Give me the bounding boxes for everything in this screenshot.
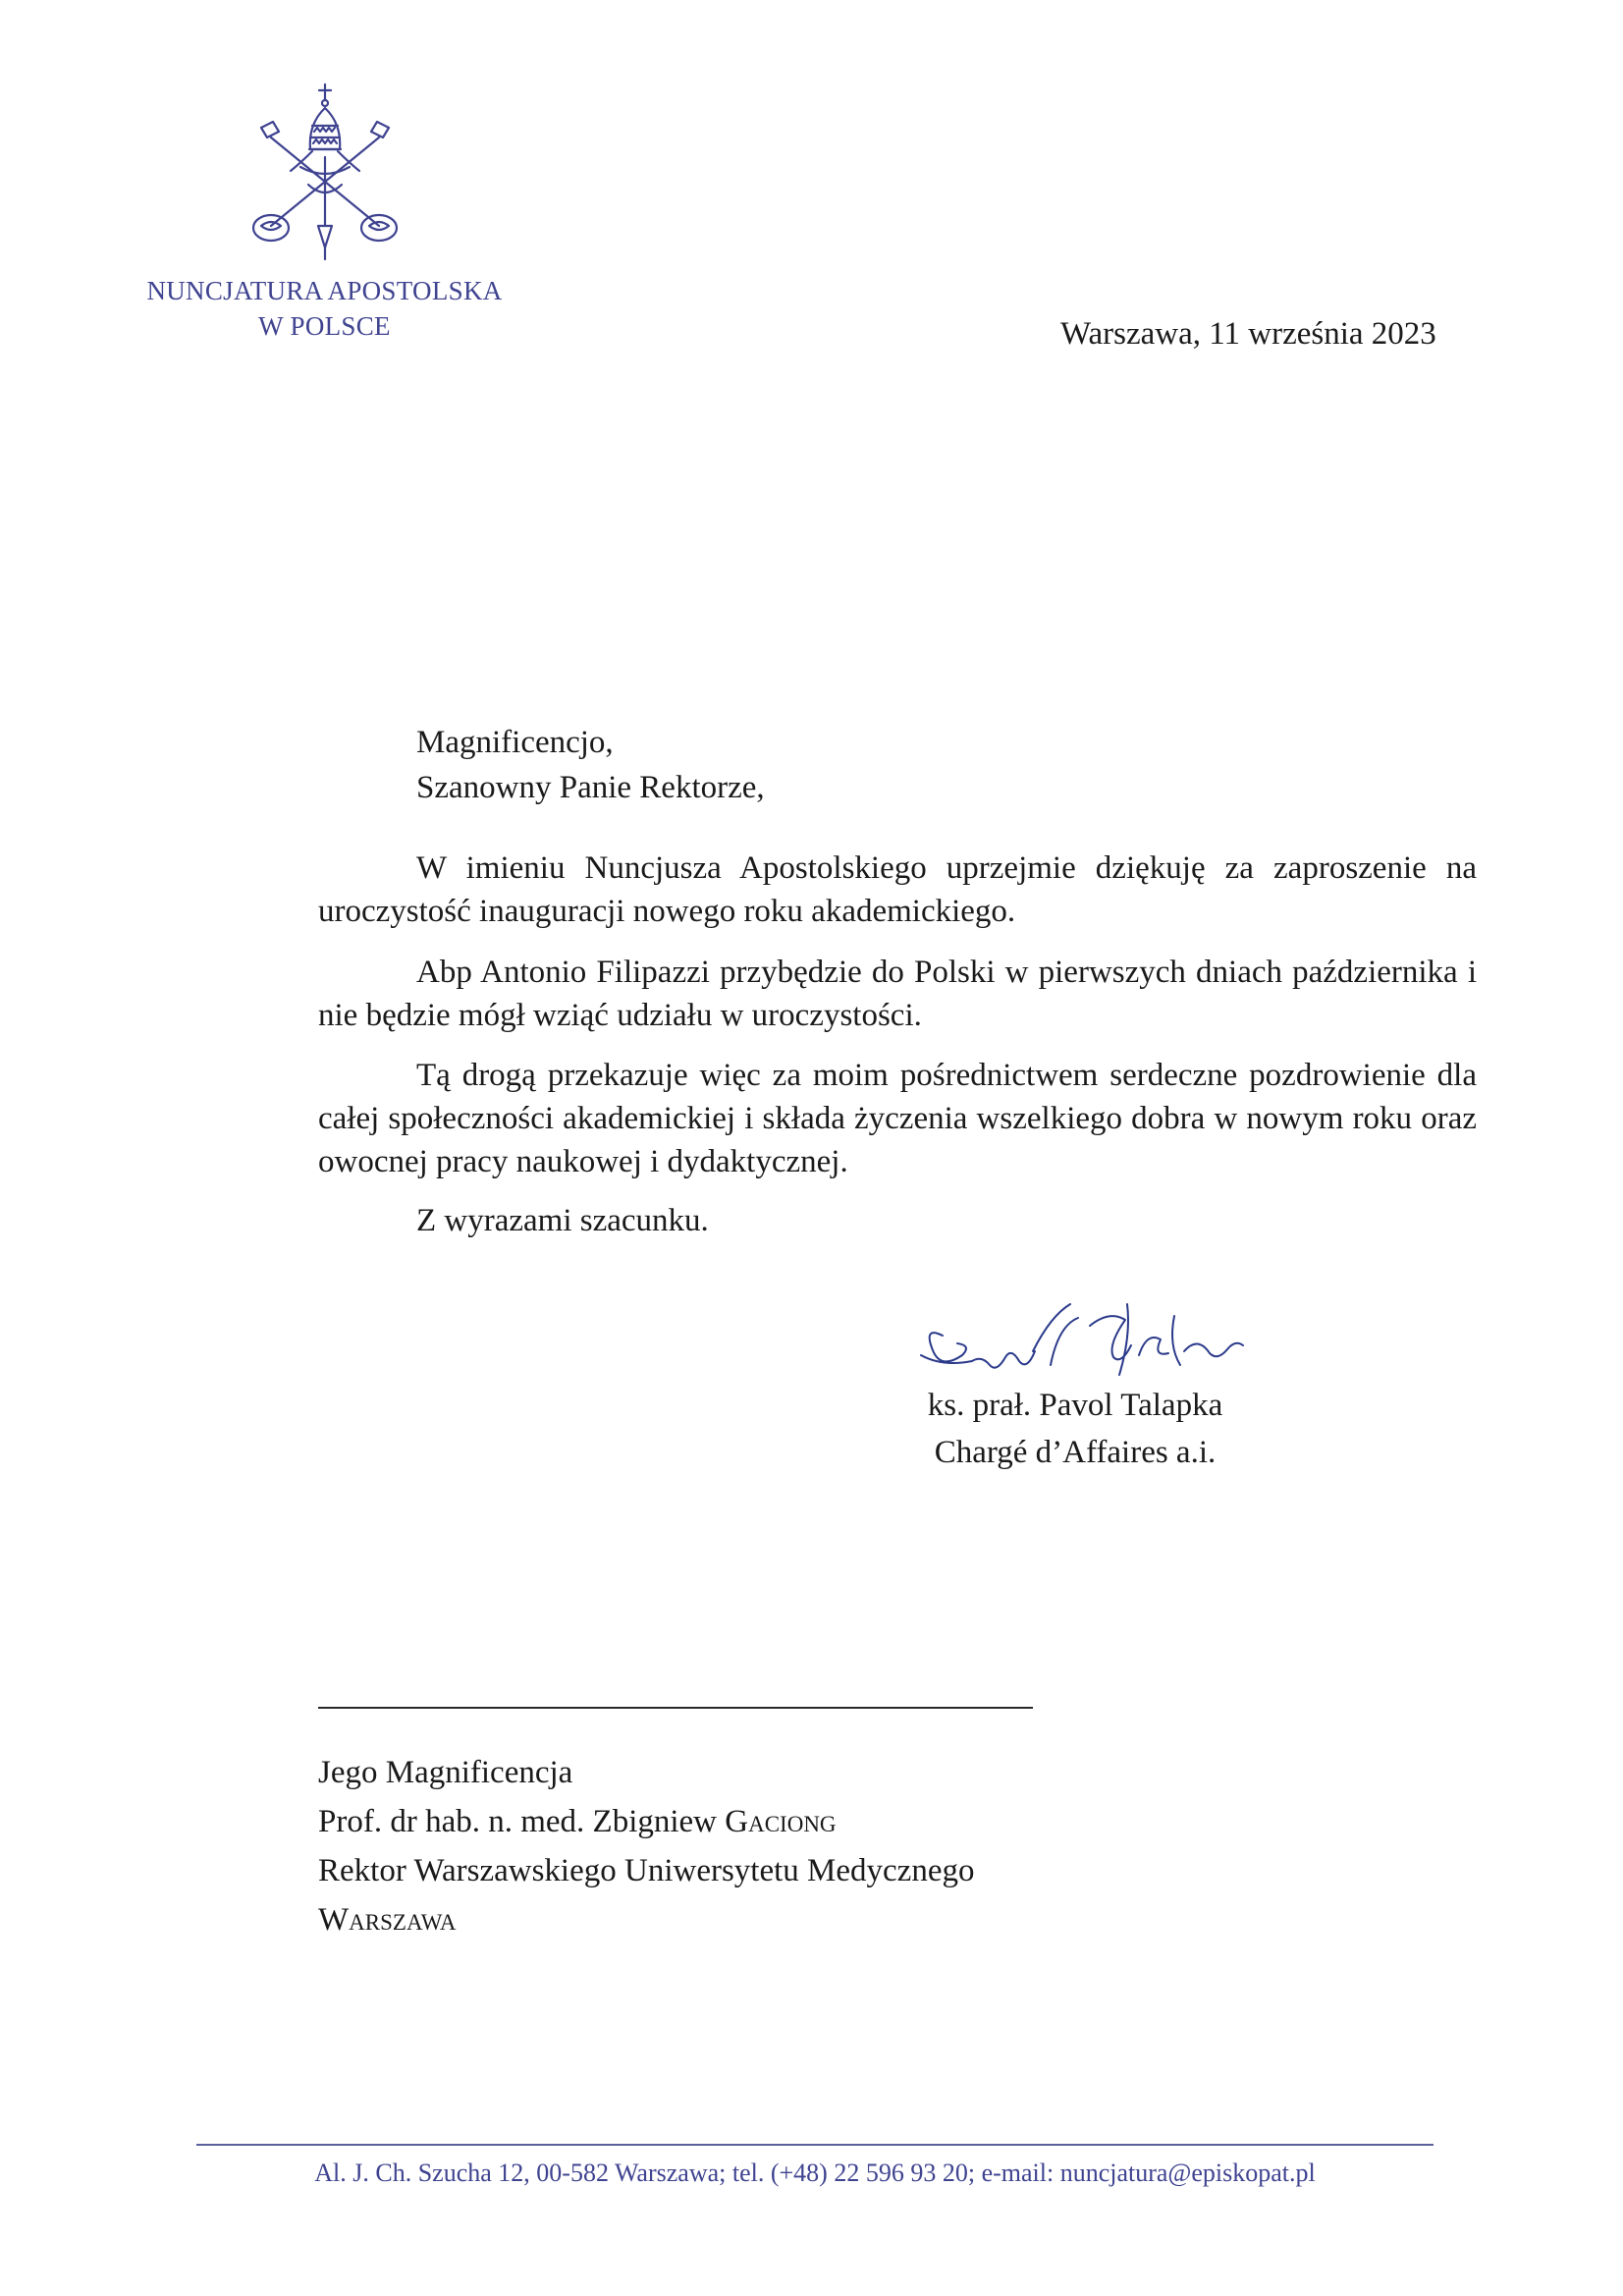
body-paragraph-3-text: Tą drogą przekazuje więc za moim pośrednictwem serdeczne pozdrowienie dla całej społeczności akademickiej i składa życzenia wszelkiego dobra w nowym roku oraz owocnej pracy naukowej i dydaktycznej. — [318, 1058, 1477, 1179]
signer-name: ks. prał. Pavol Talapka — [927, 1388, 1223, 1423]
addressee-line2-prefix: Prof. dr hab. n. med. Zbigniew — [318, 1804, 726, 1839]
addressee-surname: Gaciong — [725, 1804, 837, 1839]
addressee-line3: Rektor Warszawskiego Uniwersytetu Medycznego — [318, 1853, 975, 1888]
organization-name — [116, 273, 533, 344]
organization-name-line1: NUNCJATURA APOSTOLSKA — [146, 276, 503, 305]
salutation — [416, 720, 765, 810]
body-paragraph-1-text: W imieniu Nuncjusza Apostolskiego uprzejmie dziękuję za zaproszenie na uroczystość inauguracji nowego roku akademickiego. — [318, 850, 1477, 929]
addressee-city: Warszawa — [318, 1902, 457, 1938]
body-paragraph-1 — [318, 847, 1477, 933]
footer-rule — [196, 2144, 1434, 2146]
addressee-block — [318, 1748, 974, 1944]
body-paragraph-2-text: Abp Antonio Filipazzi przybędzie do Polski w pierwszych dniach października i nie będzie mógł wziąć udziału w uroczystości. — [318, 955, 1477, 1033]
salutation-line2: Szanowny Panie Rektorze, — [416, 770, 765, 805]
addressee-line2 — [318, 1797, 974, 1846]
signer-block — [889, 1382, 1262, 1476]
footer-contact: Al. J. Ch. Szucha 12, 00-582 Warszawa; tel. (+48) 22 596 93 20; e-mail: nuncjatura@episkopat.pl — [314, 2159, 1316, 2187]
salutation-line1: Magnificencjo, — [416, 725, 614, 760]
closing-phrase: Z wyrazami szacunku. — [416, 1203, 709, 1238]
organization-name-line2: W POLSCE — [258, 311, 391, 341]
body-paragraph-3 — [318, 1054, 1477, 1183]
letter-date: Warszawa, 11 września 2023 — [1060, 316, 1436, 352]
papal-coat-of-arms-icon — [232, 79, 418, 265]
body-paragraph-2 — [318, 951, 1477, 1037]
separator-line — [318, 1707, 1033, 1709]
signer-title: Chargé d’Affaires a.i. — [934, 1435, 1217, 1470]
addressee-line1: Jego Magnificencja — [318, 1755, 573, 1790]
